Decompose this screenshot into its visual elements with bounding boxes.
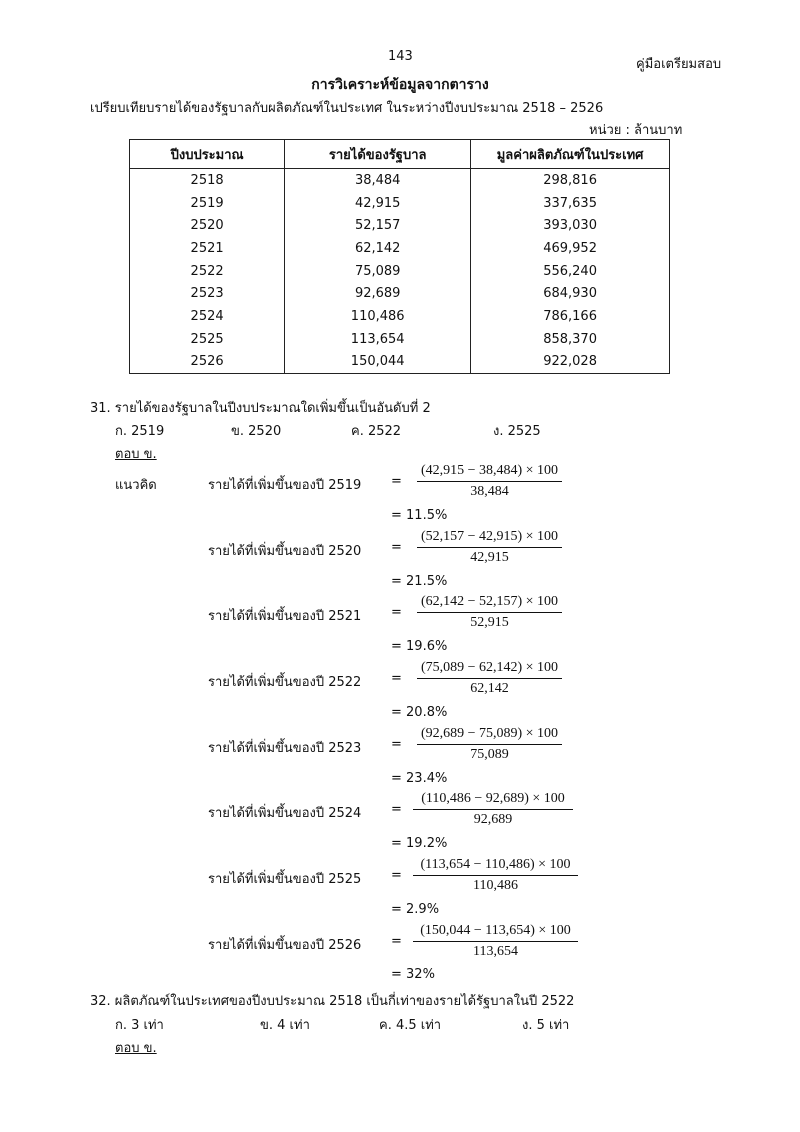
choice-c: ค. 4.5 เท่า [379,1018,442,1033]
cell-revenue: 113,654 [285,328,471,351]
numerator: (52,157 − 42,915) × 100 [420,529,559,544]
cell-year: 2525 [130,328,285,351]
cell-gdp: 298,816 [471,169,670,192]
cell-revenue: 38,484 [285,169,471,192]
step-label: รายได้ที่เพิ่มขึ้นของปี 2519 [208,478,362,493]
cell-revenue: 62,142 [285,237,471,260]
equals-sign: = [391,540,402,555]
choice-d: ง. 2525 [493,424,541,439]
fraction-bar [417,612,562,613]
cell-revenue: 52,157 [285,214,471,237]
denominator: 62,142 [470,681,509,696]
denominator: 38,484 [470,484,509,499]
equals-sign: = [391,868,402,883]
step-result: = 32% [391,967,435,982]
fraction [417,528,562,566]
step-result: = 19.6% [391,639,448,654]
table-row [130,351,670,374]
fraction [413,856,578,894]
fraction [417,593,562,631]
question-32: 32. ผลิตภัณฑ์ในประเทศของปีงบประมาณ 2518 เป็นกี่เท่าของรายได้รัฐบาลในปี 2522 [90,994,575,1009]
equals-sign: = [391,605,402,620]
fraction-bar [413,809,573,810]
fraction-bar [417,481,562,482]
table-row [130,328,670,351]
cell-revenue: 110,486 [285,305,471,328]
section-subtitle: เปรียบเทียบรายได้ของรัฐบาลกับผลิตภัณฑ์ในประเทศ ในระหว่างปีงบประมาณ 2518 – 2526 [90,101,604,116]
step-result: = 21.5% [391,574,448,589]
table-row [130,260,670,283]
cell-year: 2521 [130,237,285,260]
equals-sign: = [391,934,402,949]
numerator: (113,654 − 110,486) × 100 [420,857,571,872]
cell-gdp: 469,952 [471,237,670,260]
step-result: = 23.4% [391,771,448,786]
denominator: 75,089 [470,747,509,762]
cell-gdp: 922,028 [471,351,670,374]
cell-gdp: 393,030 [471,214,670,237]
cell-year: 2520 [130,214,285,237]
step-label: รายได้ที่เพิ่มขึ้นของปี 2521 [208,609,362,624]
reasoning-label: แนวคิด [115,478,157,493]
cell-year: 2518 [130,169,285,192]
fraction-bar [417,547,562,548]
step-label: รายได้ที่เพิ่มขึ้นของปี 2523 [208,741,362,756]
denominator: 52,915 [470,615,509,630]
step-label: รายได้ที่เพิ่มขึ้นของปี 2522 [208,675,362,690]
cell-gdp: 337,635 [471,192,670,215]
answer-31: ตอบ ข. [115,447,157,462]
denominator: 113,654 [473,944,518,959]
fraction [417,462,562,500]
fraction [417,725,562,763]
table-row [130,214,670,237]
fraction [413,790,573,828]
step-label: รายได้ที่เพิ่มขึ้นของปี 2520 [208,544,362,559]
table-row [130,305,670,328]
numerator: (75,089 − 62,142) × 100 [420,660,559,675]
denominator: 42,915 [470,550,509,565]
cell-gdp: 556,240 [471,260,670,283]
equals-sign: = [391,671,402,686]
book-title: คู่มือเตรียมสอบ [636,57,722,72]
cell-revenue: 150,044 [285,351,471,374]
table-row [130,282,670,305]
fraction-bar [413,941,578,942]
step-label: รายได้ที่เพิ่มขึ้นของปี 2525 [208,872,362,887]
cell-year: 2522 [130,260,285,283]
cell-gdp: 684,930 [471,282,670,305]
cell-revenue: 75,089 [285,260,471,283]
cell-revenue: 42,915 [285,192,471,215]
choice-b: ข. 2520 [231,424,282,439]
answer-32: ตอบ ข. [115,1041,157,1056]
fraction [417,659,562,697]
choice-b: ข. 4 เท่า [260,1018,310,1033]
choice-a: ก. 3 เท่า [115,1018,164,1033]
cell-gdp: 786,166 [471,305,670,328]
step-result: = 19.2% [391,836,448,851]
page-number: 143 [388,49,413,64]
step-label: รายได้ที่เพิ่มขึ้นของปี 2524 [208,806,362,821]
cell-year: 2526 [130,351,285,374]
revenue-gdp-table [129,139,670,374]
choice-c: ค. 2522 [351,424,402,439]
numerator: (62,142 − 52,157) × 100 [420,594,559,609]
cell-year: 2524 [130,305,285,328]
question-31: 31. รายได้ของรัฐบาลในปีงบประมาณใดเพิ่มขึ้นเป็นอันดับที่ 2 [90,401,431,416]
choice-d: ง. 5 เท่า [522,1018,570,1033]
equals-sign: = [391,802,402,817]
unit-label: หน่วย : ล้านบาท [589,123,683,138]
equals-sign: = [391,474,402,489]
numerator: (92,689 − 75,089) × 100 [420,726,559,741]
fraction-bar [417,678,562,679]
column-header-gdp: มูลค่าผลิตภัณฑ์ในประเทศ [471,140,670,169]
fraction [413,922,578,960]
section-title: การวิเคราะห์ข้อมูลจากตาราง [311,77,489,93]
denominator: 92,689 [473,812,513,827]
step-label: รายได้ที่เพิ่มขึ้นของปี 2526 [208,938,362,953]
fraction-bar [417,744,562,745]
table-row [130,169,670,192]
table-header-row [130,140,670,169]
step-result: = 2.9% [391,902,440,917]
numerator: (110,486 − 92,689) × 100 [421,791,565,806]
cell-year: 2519 [130,192,285,215]
table-row [130,237,670,260]
choice-a: ก. 2519 [115,424,165,439]
column-header-fiscal-year: ปีงบประมาณ [130,140,285,169]
cell-year: 2523 [130,282,285,305]
denominator: 110,486 [473,878,518,893]
table-row [130,192,670,215]
numerator: (42,915 − 38,484) × 100 [420,463,559,478]
column-header-government-revenue: รายได้ของรัฐบาล [285,140,471,169]
fraction-bar [413,875,578,876]
numerator: (150,044 − 113,654) × 100 [420,923,571,938]
equals-sign: = [391,737,402,752]
step-result: = 11.5% [391,508,448,523]
step-result: = 20.8% [391,705,448,720]
cell-revenue: 92,689 [285,282,471,305]
cell-gdp: 858,370 [471,328,670,351]
